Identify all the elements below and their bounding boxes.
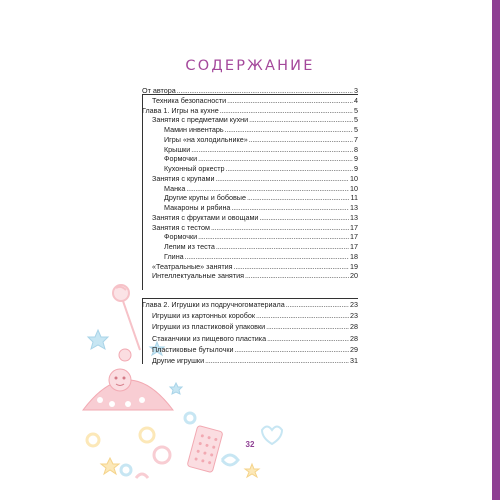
toc-leader-dots (227, 96, 353, 105)
toc-entry-title: Глава 2. Игрушки из подручногоматериала (142, 300, 285, 309)
toc-entry-title: Техника безопасности (152, 95, 227, 105)
toc-entry (152, 271, 358, 280)
toc-entry (142, 106, 358, 115)
toc-leader-dots (259, 213, 349, 222)
toc-entry-page: 19 (350, 261, 358, 271)
toc-entry-title: Игры «на холодильнике» (164, 134, 248, 144)
toc-entry-title: Занятия с фруктами и овощами (152, 212, 259, 222)
toc-leader-dots (247, 193, 350, 202)
section-2-top-rule (142, 298, 358, 299)
toc-entry-page: 20 (350, 271, 358, 281)
toc-entry-title: Стаканчики из пищевого пластика (152, 333, 267, 343)
toc-entry-page: 10 (350, 183, 358, 193)
toc-entry (142, 86, 358, 95)
toc-leader-dots (198, 154, 353, 163)
toc-entry (164, 145, 358, 154)
toc-leader-dots (185, 252, 349, 261)
toc-entry (164, 193, 358, 202)
toc-entry-title: Занятия с крупами (152, 173, 215, 183)
toc-entry (164, 135, 358, 144)
toc-leader-dots (216, 242, 349, 251)
toc-entry-page: 18 (350, 251, 358, 261)
toc-entry-title: Интеллектуальные занятия (152, 271, 245, 281)
grater-icon (187, 425, 223, 472)
toc-entry-title: «Театральные» занятия (152, 261, 233, 271)
toc-entry-page: 29 (350, 344, 358, 354)
toc-leader-dots (267, 334, 349, 343)
toc-entry-page: 8 (354, 144, 358, 154)
page-number: 32 (245, 440, 255, 449)
toc-entry-title: Мамин инвентарь (164, 125, 224, 134)
toc-entry-title: Манка (164, 183, 186, 193)
toc-leader-dots (249, 115, 353, 124)
toc-entry (152, 213, 358, 222)
toc-leader-dots (216, 174, 350, 183)
toc-leader-dots (249, 135, 353, 144)
toc-entry-title: Формочки (164, 232, 198, 242)
toc-entry (152, 356, 358, 365)
toc-entry-page: 10 (350, 173, 358, 183)
toc-entry-title: Игрушки из пластиковой упаковки (152, 322, 266, 332)
toc-entry-page: 23 (350, 311, 358, 321)
toc-entry-title: Формочки (164, 154, 198, 164)
toc-entry-title: Игрушки из картонных коробок (152, 311, 256, 321)
section-1-left-rule (142, 94, 143, 290)
toc-leader-dots (286, 300, 349, 309)
toc-entry (152, 174, 358, 183)
page-title: СОДЕРЖАНИЕ (185, 58, 315, 74)
toc-entry-title: Другие игрушки (152, 356, 205, 365)
toc-leader-dots (198, 232, 349, 241)
toc-entry-page: 28 (350, 322, 358, 332)
toc-entry (152, 96, 358, 105)
toc-entry-title: Макароны и рябина (164, 203, 231, 212)
toc-entry (152, 262, 358, 271)
toc-entry (164, 184, 358, 193)
toc-entry-title: Лепим из теста (164, 242, 215, 251)
toc-entry (164, 164, 358, 173)
toc-leader-dots (211, 223, 349, 232)
toc-entry-page: 5 (354, 115, 358, 125)
toc-entry (164, 242, 358, 251)
toc-leader-dots (231, 203, 349, 212)
toc-entry (164, 203, 358, 212)
toc-entry-title: Занятия с предметами кухни (152, 115, 249, 125)
toc-entry-title: Крышки (164, 144, 191, 154)
toc-entry (142, 300, 358, 309)
toc-entry-page: 13 (350, 212, 358, 222)
toc-entry-page: 3 (354, 86, 358, 95)
toc-entry (164, 154, 358, 163)
toc-entry-page: 17 (350, 242, 358, 251)
toc-leader-dots (220, 106, 353, 115)
toc-leader-dots (191, 145, 353, 154)
toc-entry-title: Глина (164, 251, 184, 261)
toc-entry-page: 11 (350, 193, 358, 203)
toc-entry-title: Занятия с тестом (152, 222, 210, 232)
toc-entry (152, 223, 358, 232)
toc-entry (152, 322, 358, 331)
toc-entry-title: Глава 1. Игры на кухне (142, 105, 219, 115)
toc-entry-page: 31 (350, 356, 358, 365)
toc-leader-dots (226, 164, 353, 173)
toc-leader-dots (186, 184, 349, 193)
toc-entry (164, 252, 358, 261)
toc-leader-dots (266, 322, 349, 331)
toc-entry-page: 9 (354, 164, 358, 173)
toc-leader-dots (256, 311, 349, 320)
toc-entry-page: 17 (350, 232, 358, 242)
toc-entry-page: 13 (350, 203, 358, 212)
toc-entry (164, 232, 358, 241)
toc-entry (152, 115, 358, 124)
toc-leader-dots (245, 271, 349, 280)
toc-entry (152, 311, 358, 320)
toc-entry-page: 9 (354, 154, 358, 164)
toc-entry-page: 23 (350, 300, 358, 309)
toc-entry-title: Пластиковые бутылочки (152, 344, 234, 354)
toc-entry-page: 28 (350, 333, 358, 343)
toc-entry-title: Другие крупы и бобовые (164, 193, 246, 203)
toc-leader-dots (235, 345, 350, 354)
toc-leader-dots (205, 356, 349, 365)
toc-entry-page: 7 (354, 134, 358, 144)
toc-entry (164, 125, 358, 134)
toc-entry (152, 345, 358, 354)
toc-leader-dots (177, 86, 353, 95)
toc-leader-dots (225, 125, 353, 134)
lollipop-icon (113, 285, 140, 350)
toc-entry-title: Кухонный оркестр (164, 164, 225, 173)
toc-leader-dots (234, 262, 349, 271)
toc-entry-page: 5 (354, 105, 358, 115)
toc-entry (152, 334, 358, 343)
toc-entry-page: 5 (354, 125, 358, 134)
toc-entry-page: 4 (354, 95, 358, 105)
toc-entry-title: От автора (142, 86, 176, 95)
toc-entry-page: 17 (350, 222, 358, 232)
